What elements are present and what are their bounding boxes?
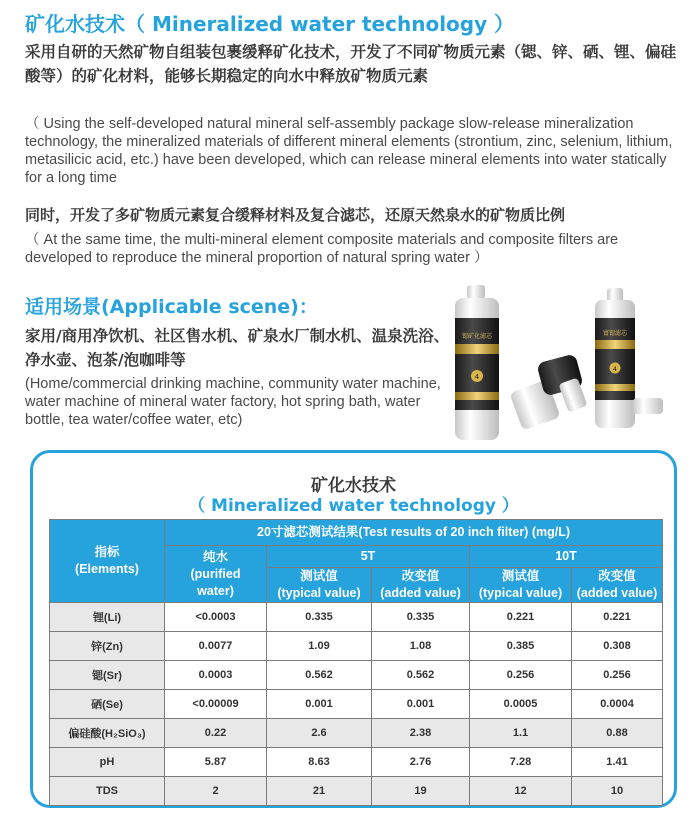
header-purified-water: 纯水 (purified water) xyxy=(165,546,267,603)
panel-subtitle: （ Mineralized water technology ） xyxy=(188,496,519,516)
applicable-scene-title: 适用场景(Applicable scene)： xyxy=(25,296,318,318)
left-cartridge-cap xyxy=(467,285,485,299)
test-results-table xyxy=(49,519,663,806)
table-row: pH 5.87 8.63 2.76 7.28 1.41 xyxy=(50,748,663,777)
table-row: 锶(Sr) 0.0003 0.562 0.562 0.256 0.256 xyxy=(50,661,663,690)
left-badge-number: 4 xyxy=(474,373,480,381)
header-elements: 指标 (Elements) xyxy=(50,520,165,603)
header-group-5t: 5T xyxy=(267,546,470,568)
header-10t-typical: 测试值 (typical value) xyxy=(470,568,572,603)
section-title-mineralized-water: 矿化水技术（ Mineralized water technology ） xyxy=(25,12,515,36)
test-results-panel xyxy=(30,450,677,808)
applicable-scene-english: (Home/commercial drinking machine, community water machine, water machine of mineral water factory, hot spring bath, water bottle, tea water/coffee water, etc) xyxy=(25,376,441,428)
intro-english-paragraph: （ Using the self-developed natural mineral self-assembly package slow-release mineralization technology, the mineralized materials of different mineral elements (strontium, zinc, selenium, lithium, metasilicic acid, etc.) have been developed, which can release mineral elements into water statically for a long time xyxy=(25,116,673,186)
right-badge-number: 4 xyxy=(612,365,618,373)
header-test-results: 20寸滤芯测试结果(Test results of 20 inch filter) (mg/L) xyxy=(165,520,663,546)
filter-cartridge-illustration xyxy=(445,280,685,445)
table-row: 锂(Li) <0.0003 0.335 0.335 0.221 0.221 xyxy=(50,603,663,632)
composite-english-paragraph: （ At the same time, the multi-mineral element composite materials and composite filters are developed to reproduce the mineral proportion of natural spring water ） xyxy=(25,232,619,266)
right-cartridge-elbow xyxy=(633,398,663,414)
intro-chinese-paragraph: 采用自研的天然矿物自组装包裹缓释矿化技术，开发了不同矿物质元素（锶、锌、硒、锂、偏硅酸等）的矿化材料，能够长期稳定的向水中释放矿物质元素 xyxy=(25,43,677,85)
panel-title: 矿化水技术 xyxy=(311,476,396,496)
left-cartridge-label-text: 锶矿化滤芯 xyxy=(461,333,493,340)
table-row: TDS 2 21 19 12 10 xyxy=(50,777,663,806)
table-row: 硒(Se) <0.00009 0.001 0.001 0.0005 0.0004 xyxy=(50,690,663,719)
table-row: 锌(Zn) 0.0077 1.09 1.08 0.385 0.308 xyxy=(50,632,663,661)
header-group-10t: 10T xyxy=(470,546,663,568)
table-row: 偏硅酸(H₂SiO₃) 0.22 2.6 2.38 1.1 0.88 xyxy=(50,719,663,748)
header-5t-typical: 测试值 (typical value) xyxy=(267,568,372,603)
composite-chinese-paragraph: 同时，开发了多矿物质元素复合缓释材料及复合滤芯，还原天然泉水的矿物质比例 xyxy=(25,206,566,224)
applicable-scene-chinese: 家用/商用净饮机、社区售水机、矿泉水厂制水机、温泉洗浴、净水壶、泡茶/泡咖啡等 xyxy=(25,327,450,369)
right-cartridge-label-text: 富锶滤芯 xyxy=(602,330,628,337)
header-10t-added: 改变值 (added value) xyxy=(572,568,663,603)
right-cartridge-cap xyxy=(607,288,623,302)
header-5t-added: 改变值 (added value) xyxy=(372,568,470,603)
